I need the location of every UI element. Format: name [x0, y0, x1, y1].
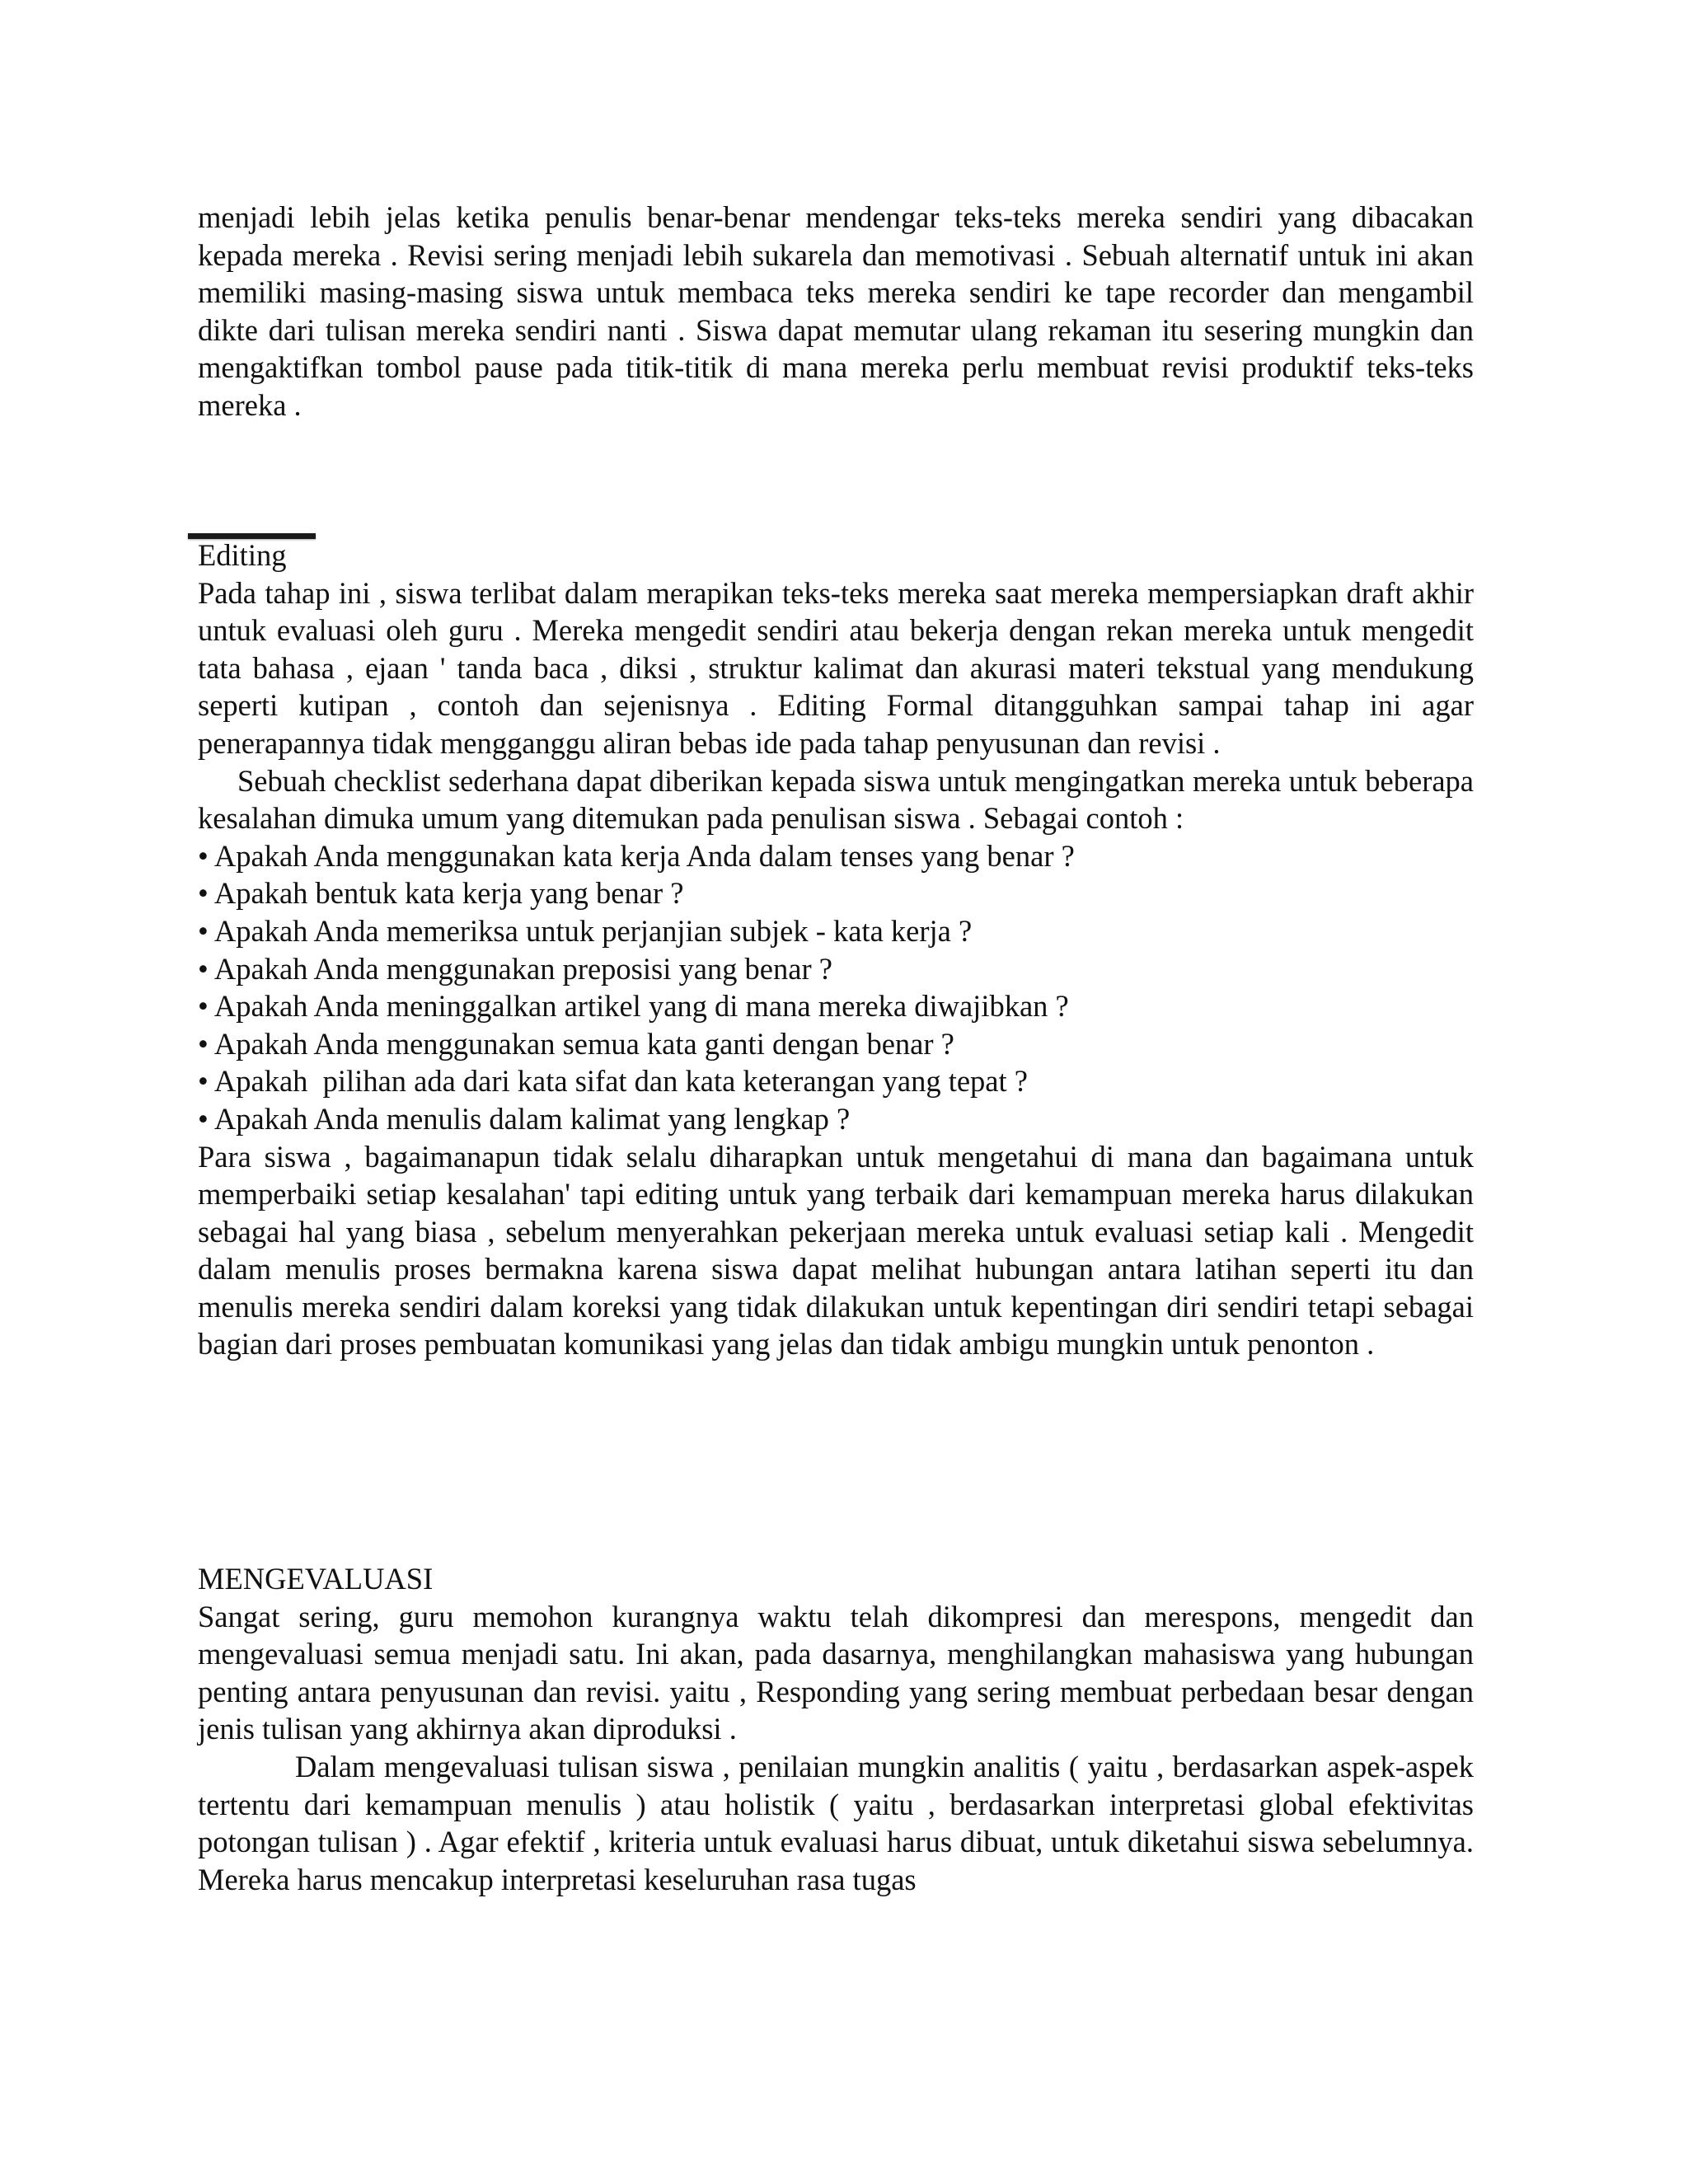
editing-paragraph-3: Para siswa , bagaimanapun tidak selalu diharapkan untuk mengetahui di mana dan bagaimana untuk memperbaiki setiap kesalahan' tapi editing untuk yang terbaik dari kemampuan mereka harus dilakukan sebagai hal yang biasa , sebelum menyerahkan pekerjaan mereka untuk evaluasi setiap kali . Mengedit dalam menulis proses bermakna karena siswa dapat melihat hubungan antara latihan seperti itu dan menulis mereka sendiri dalam koreksi yang tidak dilakukan untuk kepentingan diri sendiri tetapi sebagai bagian dari proses pembuatan komunikasi yang jelas dan tidak ambigu mungkin untuk penonton . — [198, 1139, 1474, 1361]
checklist-item: • Apakah Anda menggunakan semua kata ganti dengan benar ? — [198, 1026, 954, 1061]
checklist-item: • Apakah bentuk kata kerja yang benar ? — [198, 876, 684, 911]
checklist-item: • Apakah Anda menulis dalam kalimat yang lengkap ? — [198, 1101, 851, 1136]
evaluasi-section — [198, 1560, 1474, 1898]
evaluasi-paragraph-2: Dalam mengevaluasi tulisan siswa , penilaian mungkin analitis ( yaitu , berdasarkan aspek-aspek tertentu dari kemampuan menulis ) atau holistik ( yaitu , berdasarkan interpretasi global efektivitas potongan tulisan ) . Agar efektif , kriteria untuk evaluasi harus dibuat, untuk diketahui siswa sebelumnya. Mereka harus mencakup interpretasi keseluruhan rasa tugas — [198, 1749, 1474, 1896]
checklist-item: • Apakah Anda memeriksa untuk perjanjian subjek - kata kerja ? — [198, 913, 973, 948]
editing-section — [198, 537, 1474, 1363]
intro-section — [198, 199, 1474, 424]
checklist-item: • Apakah Anda menggunakan preposisi yang benar ? — [198, 951, 832, 986]
editing-checklist — [198, 837, 1474, 1138]
checklist-item: • Apakah pilihan ada dari kata sifat dan kata keterangan yang tepat ? — [198, 1064, 1028, 1099]
editing-paragraph-2: Sebuah checklist sederhana dapat diberikan kepada siswa untuk mengingatkan mereka untuk beberapa kesalahan dimuka umum yang ditemukan pada penulisan siswa . Sebagai contoh : — [198, 763, 1474, 836]
checklist-item: • Apakah Anda meninggalkan artikel yang di mana mereka diwajibkan ? — [198, 989, 1069, 1024]
editing-paragraph-1: Pada tahap ini , siswa terlibat dalam merapikan teks-teks mereka saat mereka mempersiapkan draft akhir untuk evaluasi oleh guru . Mereka mengedit sendiri atau bekerja dengan rekan mereka untuk mengedit tata bahasa , ejaan ' tanda baca , diksi , struktur kalimat dan akurasi materi tekstual yang mendukung seperti kutipan , contoh dan sejenisnya . Editing Formal ditangguhkan sampai tahap ini agar penerapannya tidak mengganggu aliran bebas ide pada tahap penyusunan dan revisi . — [198, 575, 1474, 760]
evaluasi-heading: MENGEVALUASI — [198, 1562, 434, 1596]
editing-heading: Editing — [198, 538, 287, 572]
checklist-item: • Apakah Anda menggunakan kata kerja Anda dalam tenses yang benar ? — [198, 838, 1075, 873]
intro-paragraph: menjadi lebih jelas ketika penulis benar-benar mendengar teks-teks mereka sendiri yang dibacakan kepada mereka . Revisi sering menjadi lebih sukarela dan memotivasi . Sebuah alternatif untuk ini akan memiliki masing-masing siswa untuk membaca teks mereka sendiri ke tape recorder dan mengambil dikte dari tulisan mereka sendiri nanti . Siswa dapat memutar ulang rekaman itu sesering mungkin dan mengaktifkan tombol pause pada titik-titik di mana mereka perlu membuat revisi produktif teks-teks mereka . — [198, 200, 1474, 422]
evaluasi-paragraph-1: Sangat sering, guru memohon kurangnya waktu telah dikompresi dan merespons, mengedit dan mengevaluasi semua menjadi satu. Ini akan, pada dasarnya, menghilangkan mahasiswa yang hubungan penting antara penyusunan dan revisi. yaitu , Responding yang sering membuat perbedaan besar dengan jenis tulisan yang akhirnya akan diproduksi . — [198, 1599, 1474, 1746]
